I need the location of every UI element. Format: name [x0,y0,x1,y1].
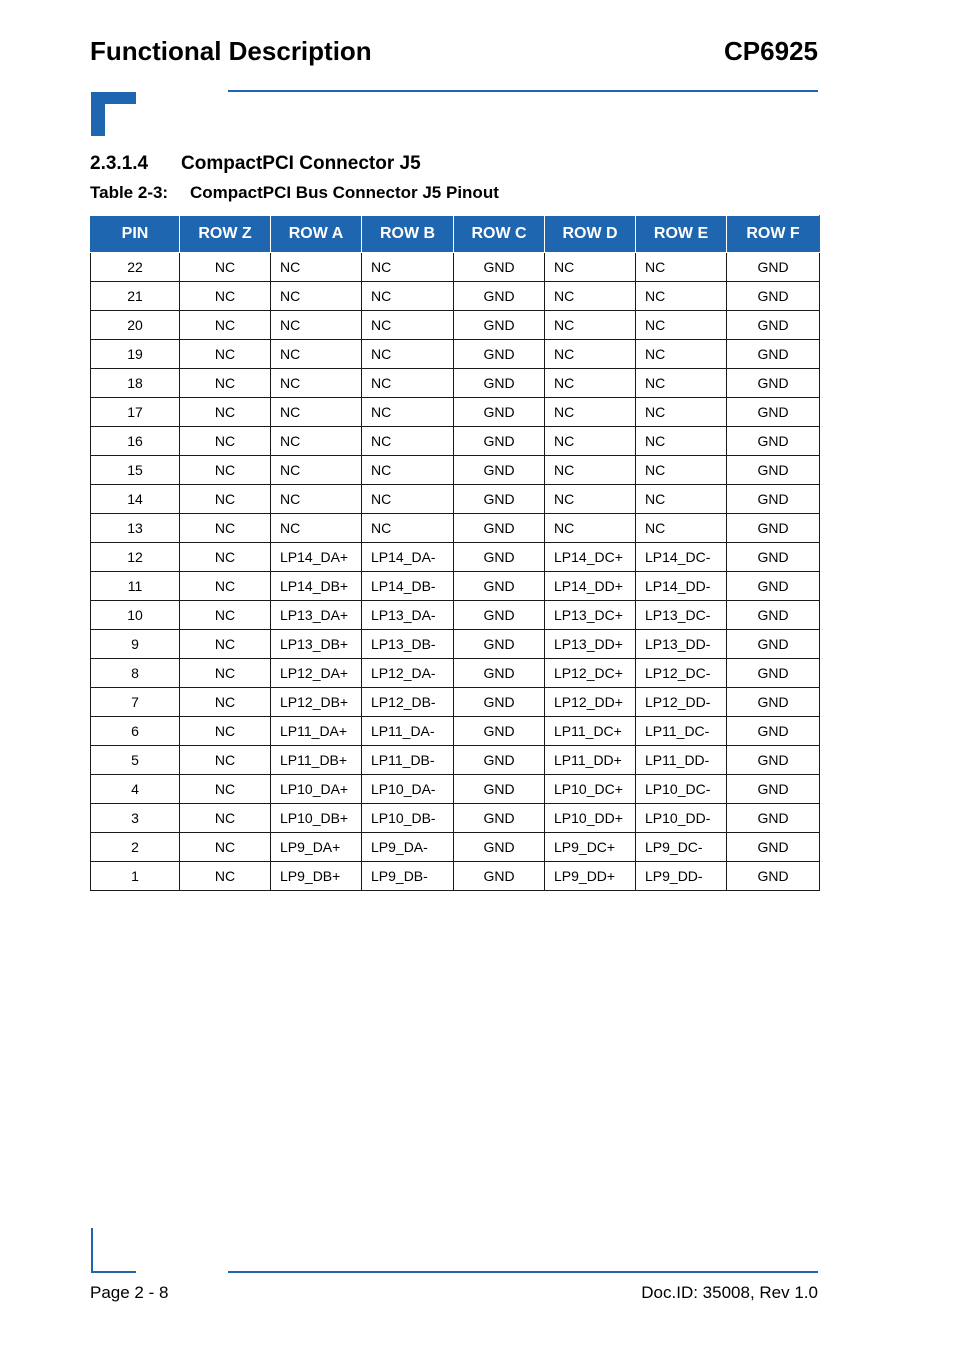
table-caption-title: CompactPCI Bus Connector J5 Pinout [190,183,499,202]
table-cell: GND [454,253,545,282]
table-cell: NC [180,253,271,282]
table-cell: NC [180,630,271,659]
table-cell: GND [454,543,545,572]
table-cell: NC [180,369,271,398]
table-row [91,775,820,804]
column-header: ROW D [545,216,636,253]
table-cell: LP13_DA- [362,601,454,630]
table-cell: LP9_DD+ [545,862,636,891]
table-caption-label: Table 2-3: [90,183,169,202]
table-cell: NC [636,369,727,398]
table-cell: NC [180,485,271,514]
table-cell: NC [271,253,362,282]
table-cell: LP10_DA+ [271,775,362,804]
table-cell: NC [180,804,271,833]
table-cell: GND [454,311,545,340]
table-cell: GND [454,862,545,891]
table-cell: GND [727,601,820,630]
table-cell: LP13_DD+ [545,630,636,659]
table-cell: LP14_DC- [636,543,727,572]
table-cell: NC [180,601,271,630]
table-cell: 17 [91,398,180,427]
table-cell: GND [454,804,545,833]
column-header: ROW E [636,216,727,253]
column-header: ROW F [727,216,820,253]
table-cell: 14 [91,485,180,514]
table-cell: GND [727,833,820,862]
table-cell: NC [180,862,271,891]
column-header: ROW A [271,216,362,253]
table-cell: GND [454,369,545,398]
table-row [91,601,820,630]
table-cell: GND [727,688,820,717]
table-cell: NC [271,340,362,369]
table-cell: NC [636,485,727,514]
corner-logo-mark [91,92,136,136]
table-cell: LP10_DC+ [545,775,636,804]
table-cell: 10 [91,601,180,630]
table-cell: LP11_DB- [362,746,454,775]
table-cell: LP12_DA- [362,659,454,688]
table-cell: 21 [91,282,180,311]
table-cell: NC [636,340,727,369]
table-cell: GND [454,775,545,804]
pinout-table [90,215,820,891]
table-cell: LP10_DB+ [271,804,362,833]
table-cell: LP14_DD+ [545,572,636,601]
table-cell: NC [180,659,271,688]
table-cell: GND [727,717,820,746]
table-cell: GND [727,340,820,369]
table-cell: LP9_DC- [636,833,727,862]
table-cell: LP11_DD- [636,746,727,775]
table-cell: LP11_DC- [636,717,727,746]
table-cell: NC [362,427,454,456]
table-cell: NC [180,688,271,717]
column-header: ROW C [454,216,545,253]
table-cell: NC [271,282,362,311]
table-cell: NC [545,311,636,340]
table-cell: NC [545,514,636,543]
table-cell: LP14_DA- [362,543,454,572]
section-title: CompactPCI Connector J5 [181,153,421,174]
table-row [91,746,820,775]
table-cell: NC [180,543,271,572]
table-cell: GND [727,398,820,427]
table-cell: NC [271,485,362,514]
table-cell: GND [454,282,545,311]
table-cell: NC [180,746,271,775]
table-cell: LP12_DD+ [545,688,636,717]
table-cell: LP9_DB+ [271,862,362,891]
document-id: Doc.ID: 35008, Rev 1.0 [641,1283,818,1302]
table-cell: LP13_DC+ [545,601,636,630]
table-cell: 20 [91,311,180,340]
table-cell: LP13_DB+ [271,630,362,659]
table-cell: NC [180,572,271,601]
table-cell: GND [727,543,820,572]
table-cell: GND [454,572,545,601]
table-cell: NC [362,311,454,340]
table-row [91,456,820,485]
table-cell: GND [727,804,820,833]
table-cell: 2 [91,833,180,862]
table-cell: NC [636,398,727,427]
table-row [91,427,820,456]
column-header: ROW B [362,216,454,253]
table-cell: LP10_DD- [636,804,727,833]
table-cell: LP9_DC+ [545,833,636,862]
table-cell: GND [727,427,820,456]
table-cell: 6 [91,717,180,746]
table-cell: NC [362,369,454,398]
table-cell: GND [454,456,545,485]
table-row [91,804,820,833]
table-cell: GND [454,601,545,630]
table-cell: LP13_DB- [362,630,454,659]
table-cell: LP11_DB+ [271,746,362,775]
table-cell: NC [362,456,454,485]
table-cell: NC [180,775,271,804]
table-cell: NC [362,398,454,427]
table-header-row [91,216,820,253]
table-cell: GND [727,311,820,340]
table-row [91,311,820,340]
table-cell: LP13_DD- [636,630,727,659]
table-cell: NC [545,398,636,427]
table-cell: GND [454,659,545,688]
table-cell: 15 [91,456,180,485]
table-cell: NC [271,456,362,485]
header-rule [228,90,818,92]
table-cell: LP14_DB- [362,572,454,601]
table-cell: LP12_DC- [636,659,727,688]
table-cell: NC [545,369,636,398]
table-cell: GND [727,253,820,282]
table-cell: 8 [91,659,180,688]
table-row [91,398,820,427]
table-cell: GND [727,746,820,775]
table-cell: LP13_DC- [636,601,727,630]
table-cell: 22 [91,253,180,282]
table-cell: NC [636,253,727,282]
column-header: ROW Z [180,216,271,253]
table-cell: NC [180,282,271,311]
table-caption [90,183,499,203]
table-cell: 4 [91,775,180,804]
table-cell: NC [362,253,454,282]
table-cell: GND [454,485,545,514]
table-cell: LP12_DA+ [271,659,362,688]
column-header: PIN [91,216,180,253]
table-cell: NC [362,514,454,543]
table-cell: 19 [91,340,180,369]
table-cell: 9 [91,630,180,659]
table-cell: NC [636,456,727,485]
table-cell: LP14_DD- [636,572,727,601]
table-cell: NC [636,514,727,543]
table-cell: GND [454,717,545,746]
table-cell: GND [454,688,545,717]
table-cell: NC [636,282,727,311]
footer-mark-vertical [91,1228,93,1273]
table-cell: GND [454,514,545,543]
table-cell: LP12_DC+ [545,659,636,688]
table-cell: NC [271,398,362,427]
header-title: Functional Description [90,36,372,66]
table-cell: GND [727,775,820,804]
table-cell: GND [727,456,820,485]
table-cell: NC [180,340,271,369]
table-row [91,833,820,862]
table-cell: 3 [91,804,180,833]
table-cell: GND [727,485,820,514]
table-cell: NC [545,485,636,514]
table-row [91,485,820,514]
table-cell: NC [545,253,636,282]
table-cell: GND [454,427,545,456]
section-heading [90,153,421,175]
table-cell: NC [271,514,362,543]
table-cell: GND [727,514,820,543]
table-cell: LP10_DC- [636,775,727,804]
table-cell: 5 [91,746,180,775]
table-cell: GND [727,369,820,398]
table-cell: NC [180,311,271,340]
table-cell: NC [180,833,271,862]
table-cell: LP13_DA+ [271,601,362,630]
table-cell: 13 [91,514,180,543]
table-cell: NC [271,427,362,456]
table-cell: NC [362,340,454,369]
table-cell: LP10_DA- [362,775,454,804]
table-cell: NC [180,717,271,746]
table-cell: LP9_DA- [362,833,454,862]
table-row [91,572,820,601]
table-cell: 11 [91,572,180,601]
table-cell: 16 [91,427,180,456]
table-cell: LP12_DB- [362,688,454,717]
table-cell: 18 [91,369,180,398]
section-number: 2.3.1.4 [90,153,149,174]
table-cell: LP11_DA- [362,717,454,746]
table-row [91,514,820,543]
table-cell: NC [180,398,271,427]
table-cell: GND [454,630,545,659]
table-cell: GND [454,340,545,369]
table-row [91,630,820,659]
table-cell: GND [727,659,820,688]
table-cell: LP9_DA+ [271,833,362,862]
table-row [91,862,820,891]
table-row [91,659,820,688]
table-row [91,282,820,311]
table-row [91,369,820,398]
table-cell: LP14_DC+ [545,543,636,572]
table-cell: NC [545,282,636,311]
table-row [91,253,820,282]
table-cell: NC [636,427,727,456]
table-cell: NC [545,456,636,485]
table-cell: NC [180,427,271,456]
table-cell: NC [545,340,636,369]
header-product: CP6925 [724,36,818,66]
table-cell: NC [271,311,362,340]
table-row [91,688,820,717]
table-row [91,340,820,369]
table-cell: LP11_DC+ [545,717,636,746]
table-cell: NC [180,456,271,485]
table-cell: GND [727,282,820,311]
table-cell: 1 [91,862,180,891]
table-cell: LP12_DD- [636,688,727,717]
table-cell: LP11_DD+ [545,746,636,775]
table-cell: NC [362,485,454,514]
table-cell: NC [271,369,362,398]
table-cell: GND [727,630,820,659]
footer-mark-horizontal [91,1271,136,1273]
table-cell: LP11_DA+ [271,717,362,746]
table-cell: LP10_DD+ [545,804,636,833]
table-cell: LP9_DB- [362,862,454,891]
table-cell: NC [180,514,271,543]
footer-rule [228,1271,818,1273]
table-cell: GND [454,746,545,775]
page-number: Page 2 - 8 [90,1283,169,1302]
table-cell: NC [362,282,454,311]
table-cell: NC [545,427,636,456]
table-cell: GND [454,833,545,862]
table-cell: 7 [91,688,180,717]
table-cell: NC [636,311,727,340]
table-cell: LP14_DB+ [271,572,362,601]
table-cell: LP9_DD- [636,862,727,891]
table-cell: LP10_DB- [362,804,454,833]
table-cell: GND [727,572,820,601]
table-row [91,717,820,746]
table-cell: LP14_DA+ [271,543,362,572]
table-cell: GND [727,862,820,891]
table-row [91,543,820,572]
table-cell: GND [454,398,545,427]
table-cell: LP12_DB+ [271,688,362,717]
table-cell: 12 [91,543,180,572]
